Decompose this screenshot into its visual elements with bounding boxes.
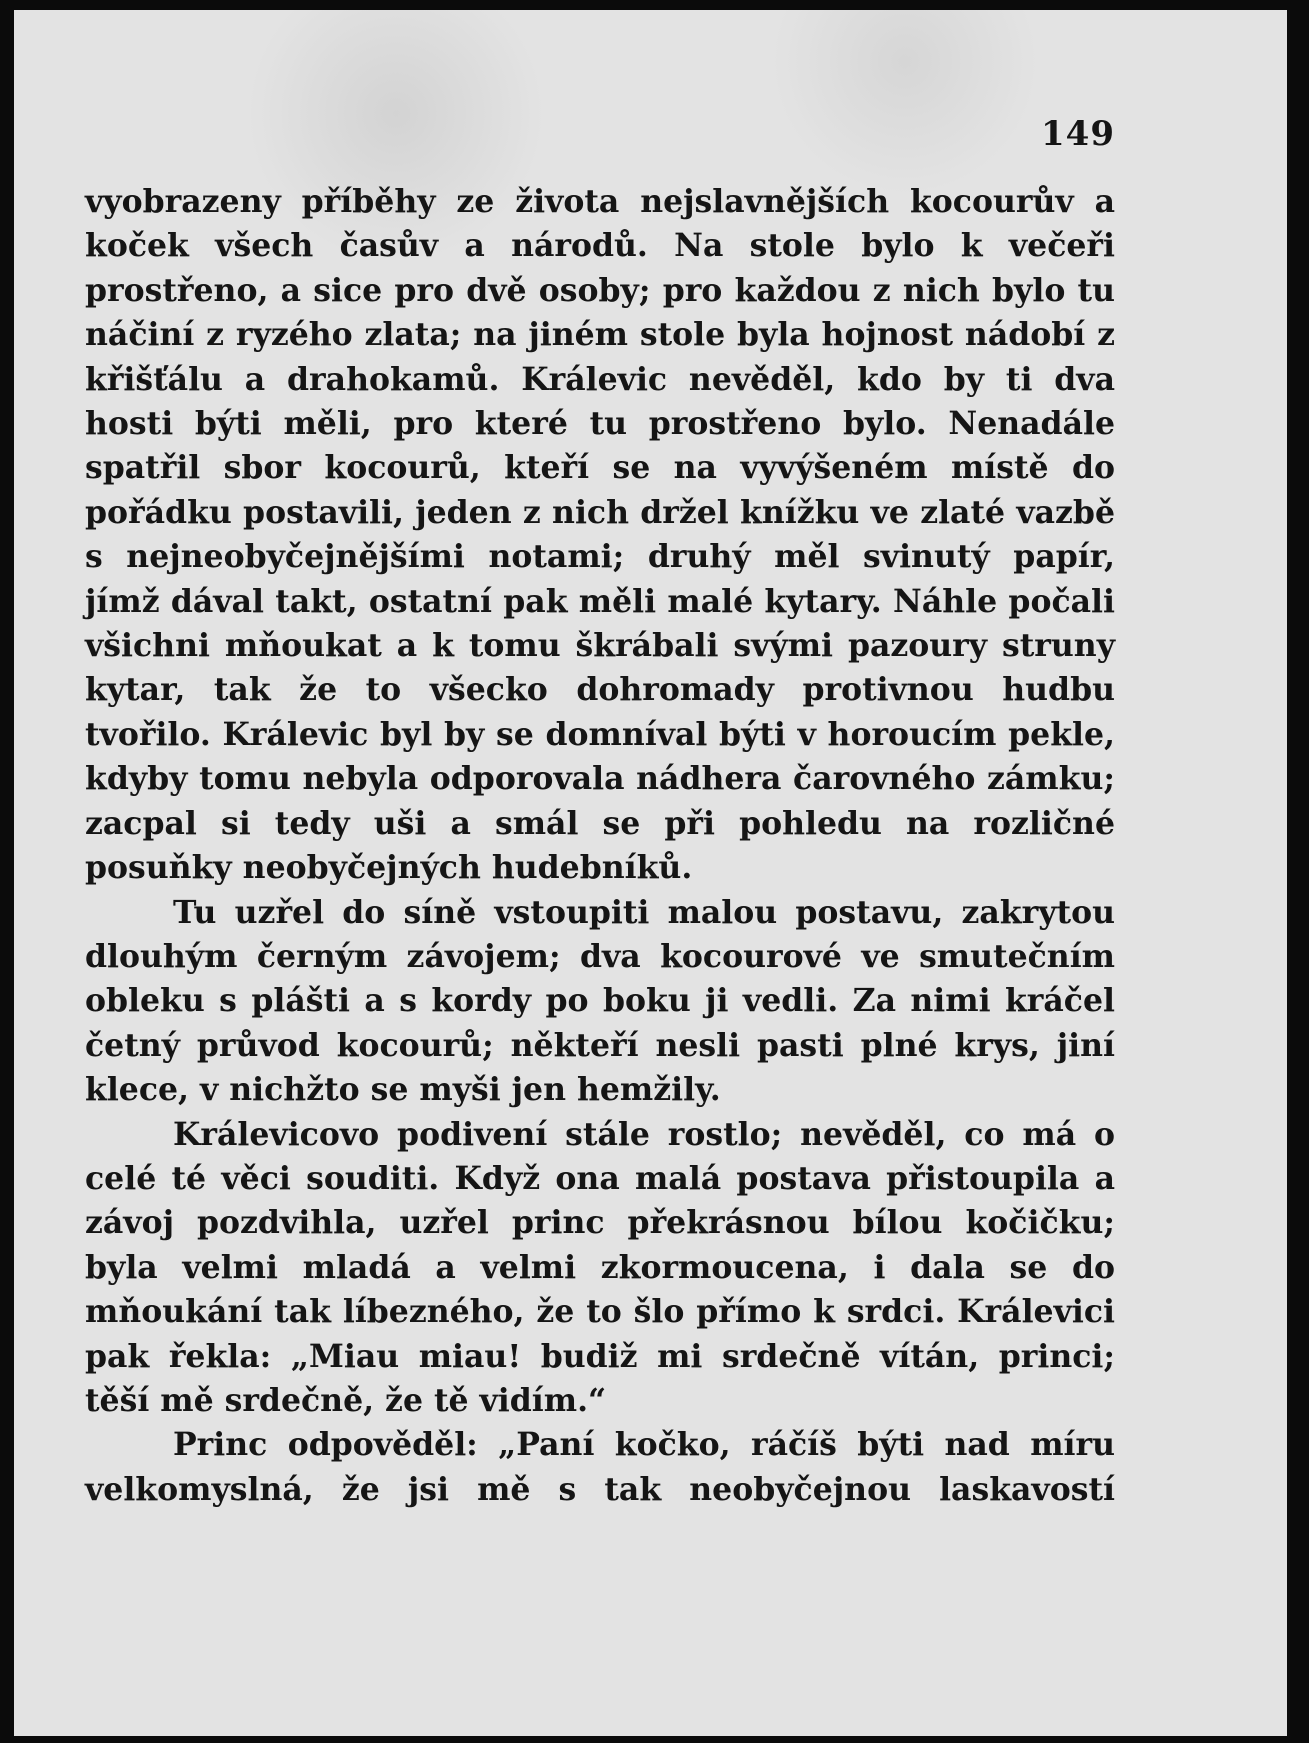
paragraph-3: Králevicovo podivení stále rostlo; nevěděl, co má o celé té věci souditi. Když ona malá postava přistoupila a závoj pozdvihla, uzřel princ překrásnou bílou kočičku; byla velmi mladá a velmi zkormoucena, i dala se do mňoukání tak líbezného, že to šlo přímo k srdci. Králevici pak řekla: „Miau miau! budiž mi srdečně vítán, princi; těší mě srdečně, že tě vidím.“	[85, 1115, 1115, 1419]
page-number: 149	[1041, 114, 1115, 154]
paragraph-4: Princ odpověděl: „Paní kočko, ráčíš býti nad míru velkomyslná, že jsi mě s tak neobyčejnou laskavostí	[85, 1426, 1115, 1508]
book-page	[14, 10, 1287, 1736]
paragraph-2: Tu uzřel do síně vstoupiti malou postavu, zakrytou dlouhým černým závojem; dva kocourové ve smutečním obleku s plášti a s kordy po boku ji vedli. Za nimi kráčel četný průvod kocourů; někteří nesli pasti plné krys, jiní klece, v nichžto se myši jen hemžily.	[85, 893, 1115, 1109]
page-text	[85, 180, 1115, 1512]
paragraph-1: vyobrazeny příběhy ze života nejslavnějších kocourův a koček všech časův a národů. Na stole bylo k večeři prostřeno, a sice pro dvě osoby; pro každou z nich bylo tu náčiní z ryzého zlata; na jiném stole byla hojnost nádobí z křišťálu a drahokamů. Králevic nevěděl, kdo by ti dva hosti býti měli, pro které tu prostřeno bylo. Nenadále spatřil sbor kocourů, kteří se na vyvýšeném místě do pořádku postavili, jeden z nich držel knížku ve zlaté vazbě s nejneobyčejnějšími notami; druhý měl svinutý papír, jímž dával takt, ostatní pak měli malé kytary. Náhle počali všichni mňoukat a k tomu škrábali svými pazoury struny kytar, tak že to všecko dohromady protivnou hudbu tvořilo. Králevic byl by se domníval býti v horoucím pekle, kdyby tomu nebyla odporovala nádhera čarovného zámku; zacpal si tedy uši a smál se při pohledu na rozličné posuňky neobyčejných hudebníků.	[85, 183, 1115, 887]
